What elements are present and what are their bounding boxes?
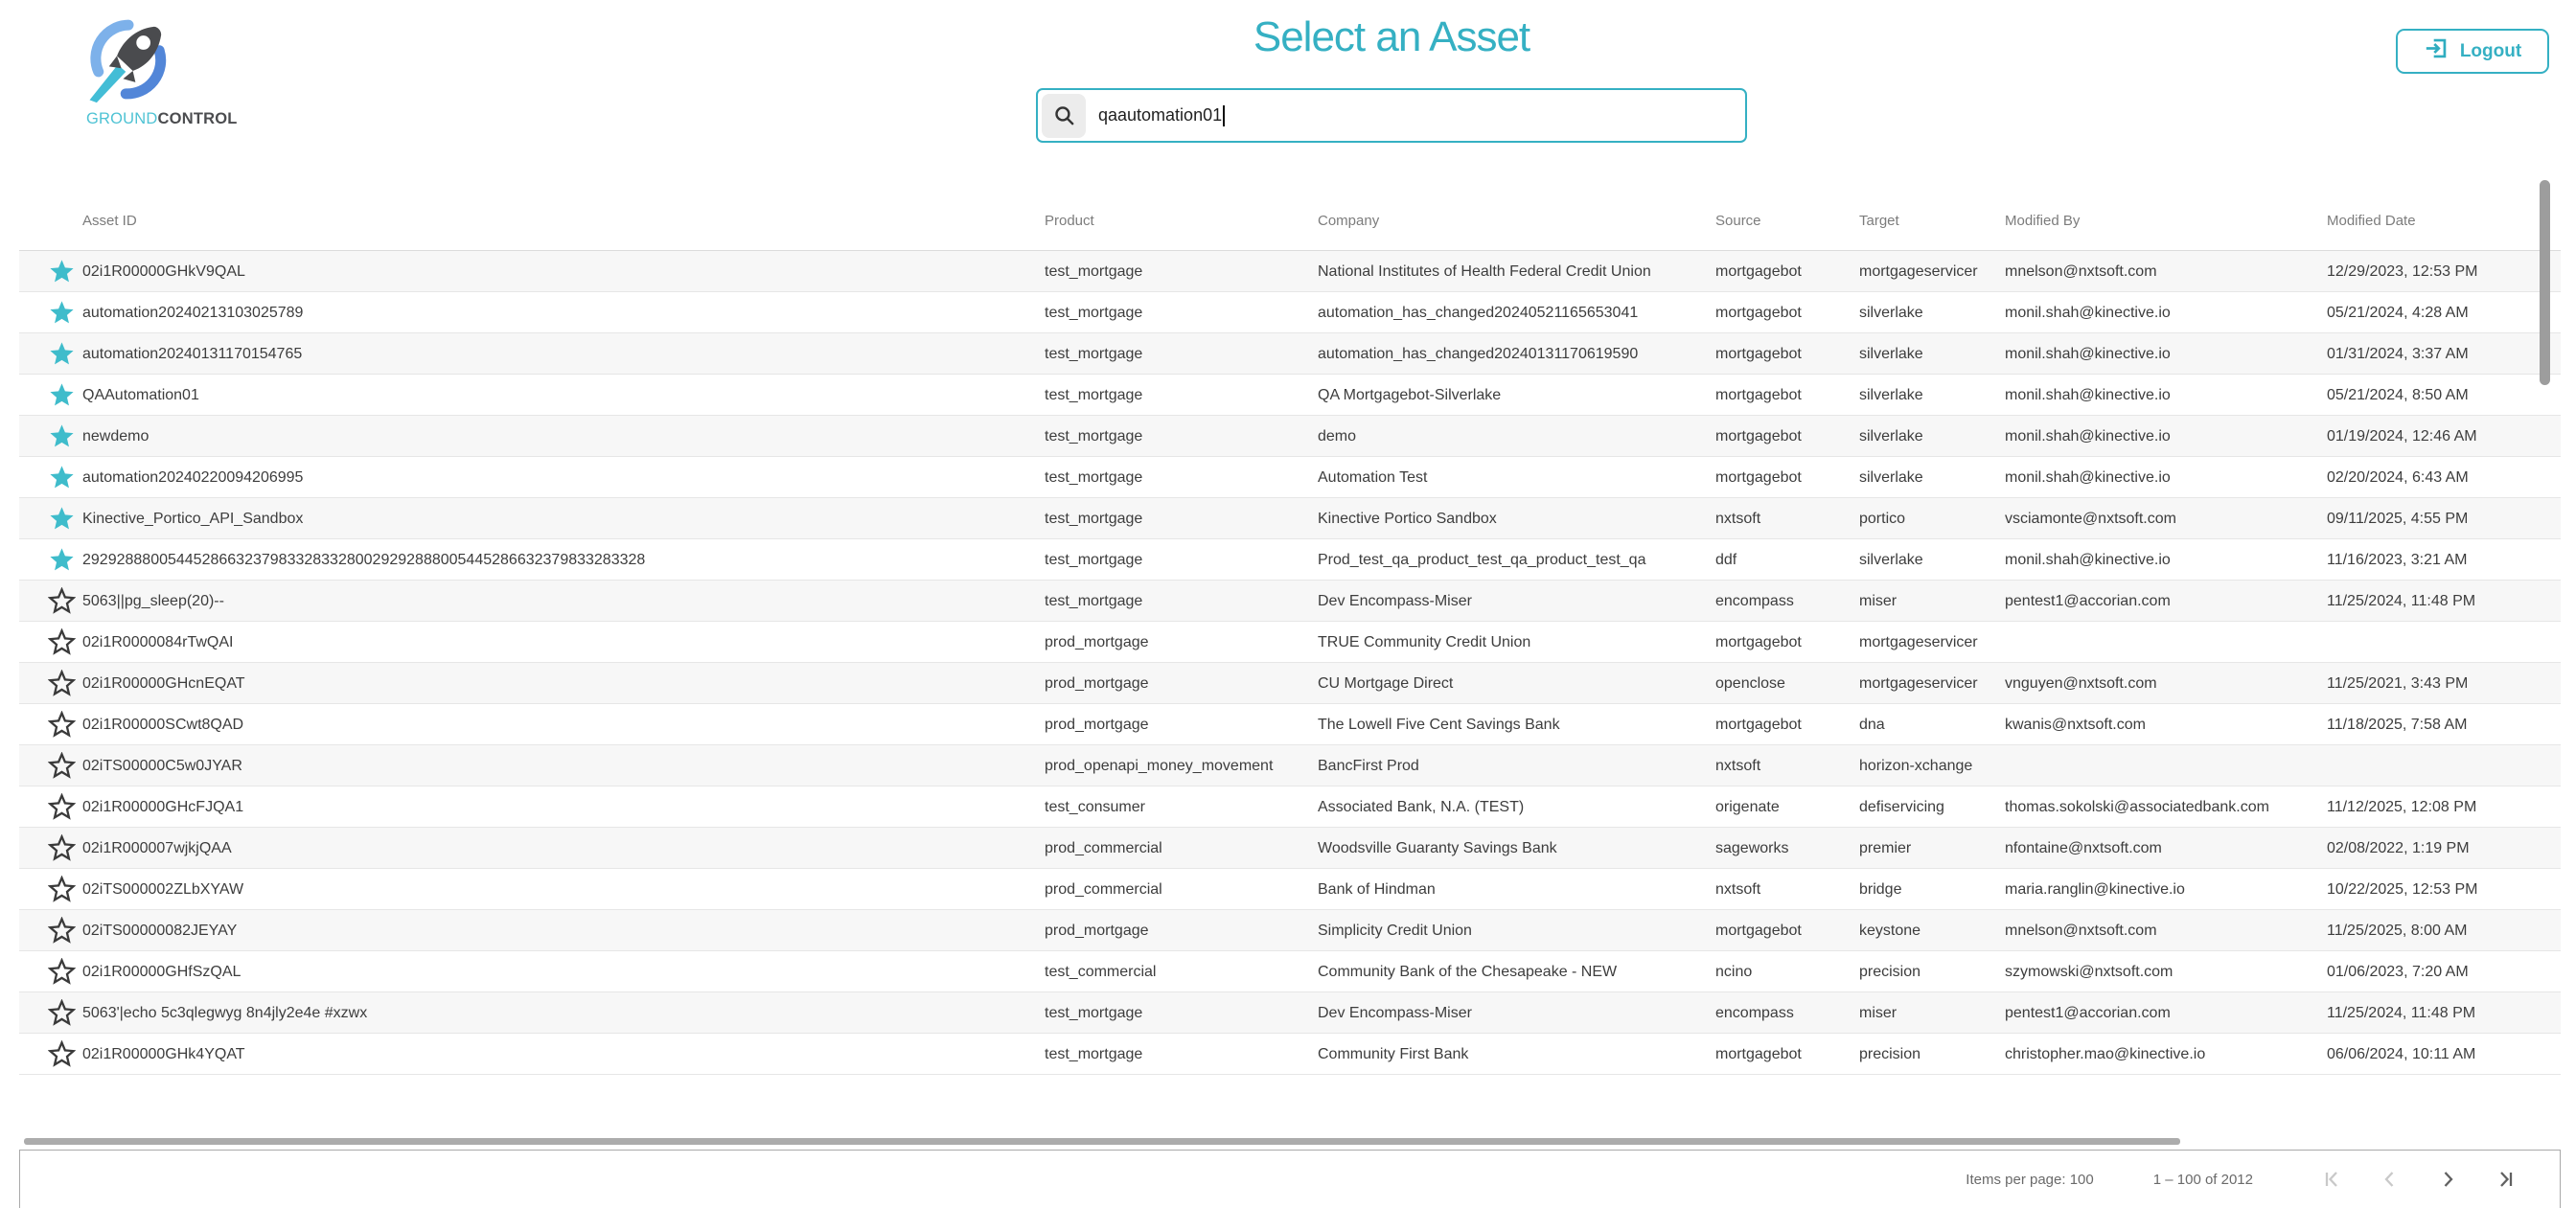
product-cell: prod_mortgage <box>1045 716 1149 733</box>
favorite-star-icon[interactable] <box>46 668 77 698</box>
company-cell: automation_has_changed20240131170619590 <box>1318 345 1639 362</box>
last-page-icon[interactable] <box>2493 1167 2518 1192</box>
table-row[interactable] <box>19 539 2561 581</box>
modified-by-cell: nfontaine@nxtsoft.com <box>2005 839 2162 856</box>
modified-date-cell <box>2327 760 2480 771</box>
company-cell: Automation Test <box>1318 468 1428 486</box>
modified-by-cell: mnelson@nxtsoft.com <box>2005 262 2157 280</box>
logout-button[interactable] <box>2396 29 2549 74</box>
search-value: qaautomation01 <box>1098 105 1223 125</box>
target-cell: mortgageservicer <box>1859 633 1978 650</box>
text-caret <box>1223 105 1225 126</box>
source-cell: mortgagebot <box>1715 922 1802 939</box>
favorite-star-icon[interactable] <box>46 379 77 410</box>
table-row[interactable] <box>19 828 2561 869</box>
target-cell: silverlake <box>1859 427 1923 444</box>
table-row[interactable] <box>19 992 2561 1034</box>
source-cell: encompass <box>1715 592 1794 609</box>
column-header-asset-id: Asset ID <box>82 213 137 229</box>
modified-by-cell: monil.shah@kinective.io <box>2005 468 2171 486</box>
asset-id-cell: 5063||pg_sleep(20)-- <box>82 592 224 609</box>
table-row[interactable] <box>19 251 2561 292</box>
company-cell: BancFirst Prod <box>1318 757 1419 774</box>
company-cell: The Lowell Five Cent Savings Bank <box>1318 716 1560 733</box>
asset-id-cell: Kinective_Portico_API_Sandbox <box>82 510 304 527</box>
paginator-bar <box>19 1150 2561 1208</box>
asset-id-cell: 5063'|echo 5c3qlegwyg 8n4jly2e4e #xzwx <box>82 1004 368 1021</box>
target-cell: miser <box>1859 1004 1898 1021</box>
modified-date-cell: 10/22/2025, 12:53 PM <box>2327 880 2478 898</box>
table-row[interactable] <box>19 333 2561 375</box>
modified-date-cell: 01/06/2023, 7:20 AM <box>2327 963 2469 980</box>
table-row[interactable] <box>19 498 2561 539</box>
asset-id-cell: 02i1R0000084rTwQAI <box>82 633 234 650</box>
modified-by-cell: pentest1@accorian.com <box>2005 1004 2171 1021</box>
favorite-star-icon[interactable] <box>46 462 77 492</box>
modified-by-cell <box>2005 760 2327 771</box>
target-cell: silverlake <box>1859 304 1923 321</box>
modified-date-cell: 02/20/2024, 6:43 AM <box>2327 468 2469 486</box>
modified-date-cell: 12/29/2023, 12:53 PM <box>2327 262 2478 280</box>
table-body <box>19 251 2561 1075</box>
first-page-icon <box>2320 1167 2345 1192</box>
product-cell: prod_mortgage <box>1045 633 1149 650</box>
source-cell: openclose <box>1715 674 1785 692</box>
company-cell: Simplicity Credit Union <box>1318 922 1472 939</box>
company-cell: Associated Bank, N.A. (TEST) <box>1318 798 1525 815</box>
table-row[interactable] <box>19 581 2561 622</box>
items-per-page: Items per page: 100 <box>1966 1171 2094 1188</box>
favorite-star-icon[interactable] <box>46 297 77 328</box>
favorite-star-icon[interactable] <box>46 256 77 286</box>
column-header-source: Source <box>1715 213 1761 229</box>
modified-by-cell: monil.shah@kinective.io <box>2005 304 2171 321</box>
rocket-logo-icon <box>84 91 172 107</box>
modified-date-cell: 11/12/2025, 12:08 PM <box>2327 798 2477 815</box>
source-cell: mortgagebot <box>1715 633 1802 650</box>
source-cell: nxtsoft <box>1715 510 1761 527</box>
modified-date-cell: 11/25/2021, 3:43 PM <box>2327 674 2469 692</box>
target-cell: premier <box>1859 839 1912 856</box>
favorite-star-icon[interactable] <box>46 915 77 946</box>
groundcontrol-logo <box>84 15 238 128</box>
logout-icon <box>2424 35 2450 67</box>
asset-id-cell: automation20240220094206995 <box>82 468 304 486</box>
modified-date-cell: 02/08/2022, 1:19 PM <box>2327 839 2470 856</box>
target-cell: mortgageservicer <box>1859 674 1978 692</box>
table-row[interactable] <box>19 1034 2561 1075</box>
product-cell: test_mortgage <box>1045 1045 1143 1062</box>
table-row[interactable] <box>19 375 2561 416</box>
target-cell: silverlake <box>1859 551 1923 568</box>
source-cell: ncino <box>1715 963 1753 980</box>
page-title: Select an Asset <box>1253 13 1530 60</box>
product-cell: prod_mortgage <box>1045 922 1149 939</box>
company-cell: demo <box>1318 427 1357 444</box>
favorite-star-icon[interactable] <box>46 627 77 657</box>
asset-id-cell: 02i1R00000GHkV9QAL <box>82 262 245 280</box>
target-cell: horizon-xchange <box>1859 757 1973 774</box>
modified-date-cell: 11/25/2024, 11:48 PM <box>2327 1004 2476 1021</box>
modified-by-cell: szymowski@nxtsoft.com <box>2005 963 2174 980</box>
company-cell: automation_has_changed20240521165653041 <box>1318 304 1639 321</box>
company-cell: Dev Encompass-Miser <box>1318 1004 1472 1021</box>
product-cell: test_consumer <box>1045 798 1145 815</box>
next-page-icon[interactable] <box>2435 1167 2460 1192</box>
company-cell: Prod_test_qa_product_test_qa_product_test_qa <box>1318 551 1646 568</box>
product-cell: prod_commercial <box>1045 880 1162 898</box>
search-input[interactable] <box>1036 88 1747 143</box>
product-cell: prod_mortgage <box>1045 674 1149 692</box>
favorite-star-icon[interactable] <box>46 421 77 451</box>
asset-id-cell: 02i1R000007wjkjQAA <box>82 839 232 856</box>
page-range-label: 1 – 100 of 2012 <box>2152 1171 2253 1188</box>
previous-page-icon <box>2378 1167 2403 1192</box>
product-cell: test_mortgage <box>1045 386 1143 403</box>
modified-date-cell: 01/31/2024, 3:37 AM <box>2327 345 2469 362</box>
favorite-star-icon[interactable] <box>46 338 77 369</box>
source-cell: nxtsoft <box>1715 757 1761 774</box>
table-row[interactable] <box>19 869 2561 910</box>
logout-label: Logout <box>2459 40 2522 61</box>
product-cell: test_mortgage <box>1045 1004 1143 1021</box>
product-cell: test_mortgage <box>1045 262 1143 280</box>
target-cell: precision <box>1859 1045 1921 1062</box>
favorite-star-icon[interactable] <box>46 997 77 1028</box>
table-row[interactable] <box>19 622 2561 663</box>
product-cell: test_commercial <box>1045 963 1157 980</box>
table-row[interactable] <box>19 910 2561 951</box>
column-header-product: Product <box>1045 213 1094 229</box>
source-cell: mortgagebot <box>1715 468 1802 486</box>
asset-id-cell: 02iTS00000082JEYAY <box>82 922 238 939</box>
target-cell: keystone <box>1859 922 1921 939</box>
product-cell: test_mortgage <box>1045 345 1143 362</box>
company-cell: National Institutes of Health Federal Credit Union <box>1318 262 1651 280</box>
logo-wordmark: GROUNDCONTROL <box>86 110 238 127</box>
source-cell: nxtsoft <box>1715 880 1761 898</box>
product-cell: test_mortgage <box>1045 551 1143 568</box>
product-cell: test_mortgage <box>1045 592 1143 609</box>
column-header-target: Target <box>1859 213 1899 229</box>
modified-by-cell: thomas.sokolski@associatedbank.com <box>2005 798 2269 815</box>
favorite-star-icon[interactable] <box>46 1038 77 1069</box>
favorite-star-icon[interactable] <box>46 832 77 863</box>
asset-id-cell: 02i1R00000GHcnEQAT <box>82 674 245 692</box>
company-cell: Community Bank of the Chesapeake - NEW <box>1318 963 1618 980</box>
company-cell: TRUE Community Credit Union <box>1318 633 1531 650</box>
product-cell: test_mortgage <box>1045 304 1143 321</box>
column-header-modified-by: Modified By <box>2005 213 2081 229</box>
table-row[interactable] <box>19 457 2561 498</box>
modified-by-cell: christopher.mao@kinective.io <box>2005 1045 2206 1062</box>
modified-by-cell: vsciamonte@nxtsoft.com <box>2005 510 2176 527</box>
table-header-row <box>19 192 2561 251</box>
company-cell: Community First Bank <box>1318 1045 1469 1062</box>
source-cell: sageworks <box>1715 839 1789 856</box>
source-cell: origenate <box>1715 798 1780 815</box>
target-cell: precision <box>1859 963 1921 980</box>
modified-date-cell: 11/25/2024, 11:48 PM <box>2327 592 2476 609</box>
source-cell: mortgagebot <box>1715 262 1802 280</box>
modified-by-cell: mnelson@nxtsoft.com <box>2005 922 2157 939</box>
search-icon <box>1042 94 1086 138</box>
horizontal-scrollbar-thumb[interactable] <box>24 1138 2180 1145</box>
modified-by-cell: monil.shah@kinective.io <box>2005 551 2171 568</box>
asset-id-cell: QAAutomation01 <box>82 386 199 403</box>
favorite-star-icon[interactable] <box>46 544 77 575</box>
asset-id-cell: 02i1R00000GHfSzQAL <box>82 963 242 980</box>
asset-id-cell: 02iTS000002ZLbXYAW <box>82 880 244 898</box>
modified-by-cell: monil.shah@kinective.io <box>2005 386 2171 403</box>
target-cell: silverlake <box>1859 345 1923 362</box>
table-row[interactable] <box>19 416 2561 457</box>
favorite-star-icon[interactable] <box>46 791 77 822</box>
product-cell: test_mortgage <box>1045 468 1143 486</box>
modified-date-cell: 11/25/2025, 8:00 AM <box>2327 922 2468 939</box>
target-cell: silverlake <box>1859 468 1923 486</box>
target-cell: bridge <box>1859 880 1902 898</box>
asset-id-cell: 292928880054452866323798332833280029292888005445286632379833283328 <box>82 551 646 568</box>
target-cell: portico <box>1859 510 1906 527</box>
source-cell: encompass <box>1715 1004 1794 1021</box>
modified-date-cell: 09/11/2025, 4:55 PM <box>2327 510 2469 527</box>
favorite-star-icon[interactable] <box>46 750 77 781</box>
table-row[interactable] <box>19 951 2561 992</box>
favorite-star-icon[interactable] <box>46 874 77 904</box>
favorite-star-icon[interactable] <box>46 585 77 616</box>
asset-id-cell: automation20240131170154765 <box>82 345 303 362</box>
table-row[interactable] <box>19 745 2561 786</box>
source-cell: ddf <box>1715 551 1737 568</box>
source-cell: mortgagebot <box>1715 716 1802 733</box>
asset-id-cell: automation20240213103025789 <box>82 304 304 321</box>
modified-date-cell: 11/16/2023, 3:21 AM <box>2327 551 2468 568</box>
product-cell: test_mortgage <box>1045 427 1143 444</box>
company-cell: CU Mortgage Direct <box>1318 674 1454 692</box>
modified-date-cell: 05/21/2024, 4:28 AM <box>2327 304 2469 321</box>
table-row[interactable] <box>19 786 2561 828</box>
table-row[interactable] <box>19 292 2561 333</box>
favorite-star-icon[interactable] <box>46 709 77 740</box>
column-header-modified-date: Modified Date <box>2327 213 2416 229</box>
target-cell: miser <box>1859 592 1898 609</box>
table-row[interactable] <box>19 663 2561 704</box>
asset-id-cell: 02i1R00000SCwt8QAD <box>82 716 244 733</box>
company-cell: Woodsville Guaranty Savings Bank <box>1318 839 1557 856</box>
asset-table <box>19 192 2561 1150</box>
modified-date-cell: 06/06/2024, 10:11 AM <box>2327 1045 2476 1062</box>
modified-by-cell <box>2005 636 2327 648</box>
asset-id-cell: 02i1R00000GHcFJQA1 <box>82 798 244 815</box>
product-cell: test_mortgage <box>1045 510 1143 527</box>
source-cell: mortgagebot <box>1715 427 1802 444</box>
favorite-star-icon[interactable] <box>46 956 77 987</box>
product-cell: prod_commercial <box>1045 839 1162 856</box>
modified-date-cell: 05/21/2024, 8:50 AM <box>2327 386 2469 403</box>
company-cell: Kinective Portico Sandbox <box>1318 510 1497 527</box>
company-cell: Dev Encompass-Miser <box>1318 592 1472 609</box>
source-cell: mortgagebot <box>1715 386 1802 403</box>
modified-date-cell: 01/19/2024, 12:46 AM <box>2327 427 2477 444</box>
modified-date-cell <box>2327 636 2480 648</box>
target-cell: mortgageservicer <box>1859 262 1978 280</box>
source-cell: mortgagebot <box>1715 1045 1802 1062</box>
modified-by-cell: kwanis@nxtsoft.com <box>2005 716 2146 733</box>
asset-id-cell: 02iTS00000C5w0JYAR <box>82 757 242 774</box>
items-per-page-value[interactable]: 100 <box>2069 1171 2094 1188</box>
product-cell: prod_openapi_money_movement <box>1045 757 1274 774</box>
modified-by-cell: vnguyen@nxtsoft.com <box>2005 674 2157 692</box>
asset-id-cell: 02i1R00000GHk4YQAT <box>82 1045 245 1062</box>
modified-by-cell: monil.shah@kinective.io <box>2005 427 2171 444</box>
target-cell: defiservicing <box>1859 798 1944 815</box>
column-header-company: Company <box>1318 213 1380 229</box>
favorite-star-icon[interactable] <box>46 503 77 534</box>
target-cell: silverlake <box>1859 386 1923 403</box>
source-cell: mortgagebot <box>1715 345 1802 362</box>
target-cell: dna <box>1859 716 1885 733</box>
modified-by-cell: pentest1@accorian.com <box>2005 592 2171 609</box>
modified-by-cell: maria.ranglin@kinective.io <box>2005 880 2185 898</box>
vertical-scrollbar-thumb[interactable] <box>2540 180 2550 385</box>
asset-id-cell: newdemo <box>82 427 150 444</box>
company-cell: QA Mortgagebot-Silverlake <box>1318 386 1502 403</box>
company-cell: Bank of Hindman <box>1318 880 1436 898</box>
source-cell: mortgagebot <box>1715 304 1802 321</box>
modified-by-cell: monil.shah@kinective.io <box>2005 345 2171 362</box>
table-row[interactable] <box>19 704 2561 745</box>
modified-date-cell: 11/18/2025, 7:58 AM <box>2327 716 2468 733</box>
